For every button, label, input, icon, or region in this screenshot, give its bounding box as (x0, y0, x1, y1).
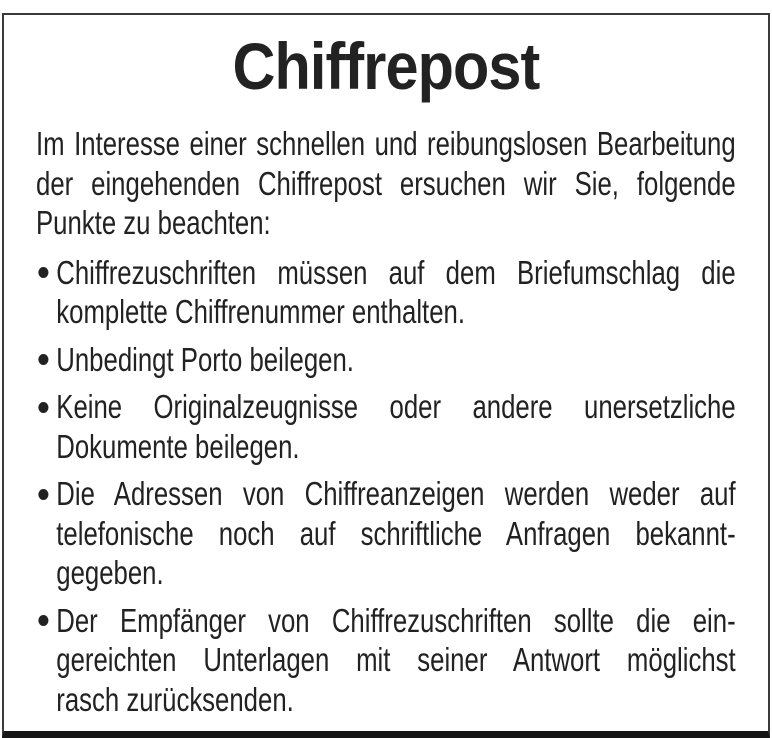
intro-paragraph (36, 124, 736, 243)
list-item-line: gegeben. (56, 554, 164, 591)
intro-line: der eingehenden Chiffrepost ersuchen wir Sie, folgende (36, 164, 736, 202)
notice-title: Chiffrepost (232, 29, 540, 103)
notice-list (36, 253, 736, 720)
bullet-icon (38, 489, 48, 500)
notice-body (36, 124, 736, 719)
list-item (36, 474, 736, 593)
list-item-line: Die Adressen von Chiffreanzeigen werden weder auf (56, 475, 736, 512)
list-item-line: Dokumente beilegen. (56, 427, 300, 465)
list-item-line: Der Empfänger von Chiffrezuschriften sollte die ein- (56, 601, 736, 639)
list-item-line: Keine Originalzeugnisse oder andere unersetzliche (56, 388, 736, 425)
list-item (36, 253, 736, 332)
notice-box (2, 13, 770, 738)
intro-line: Im Interesse einer schnellen und reibungslosen Bearbeitung (36, 125, 736, 162)
intro-line: Punkte zu beachten: (36, 204, 271, 241)
list-item-line: Unbedingt Porto beilegen. (56, 340, 354, 378)
list-item-line: komplette Chiffrenummer enthalten. (56, 293, 465, 330)
list-item-line: gereichten Unterlagen mit seiner Antwort möglichst (56, 641, 736, 678)
bullet-icon (38, 267, 48, 278)
list-item-line: rasch zurücksenden. (56, 680, 294, 718)
bullet-icon (38, 354, 48, 365)
list-item (36, 387, 736, 466)
list-item (36, 601, 736, 720)
list-item-line: telefonische noch auf schriftliche Anfragen bekannt- (56, 514, 736, 552)
list-item-line: Chiffrezuschriften müssen auf dem Briefumschlag die (56, 253, 736, 291)
list-item (36, 340, 736, 380)
bullet-icon (38, 615, 48, 626)
bullet-icon (38, 402, 48, 413)
